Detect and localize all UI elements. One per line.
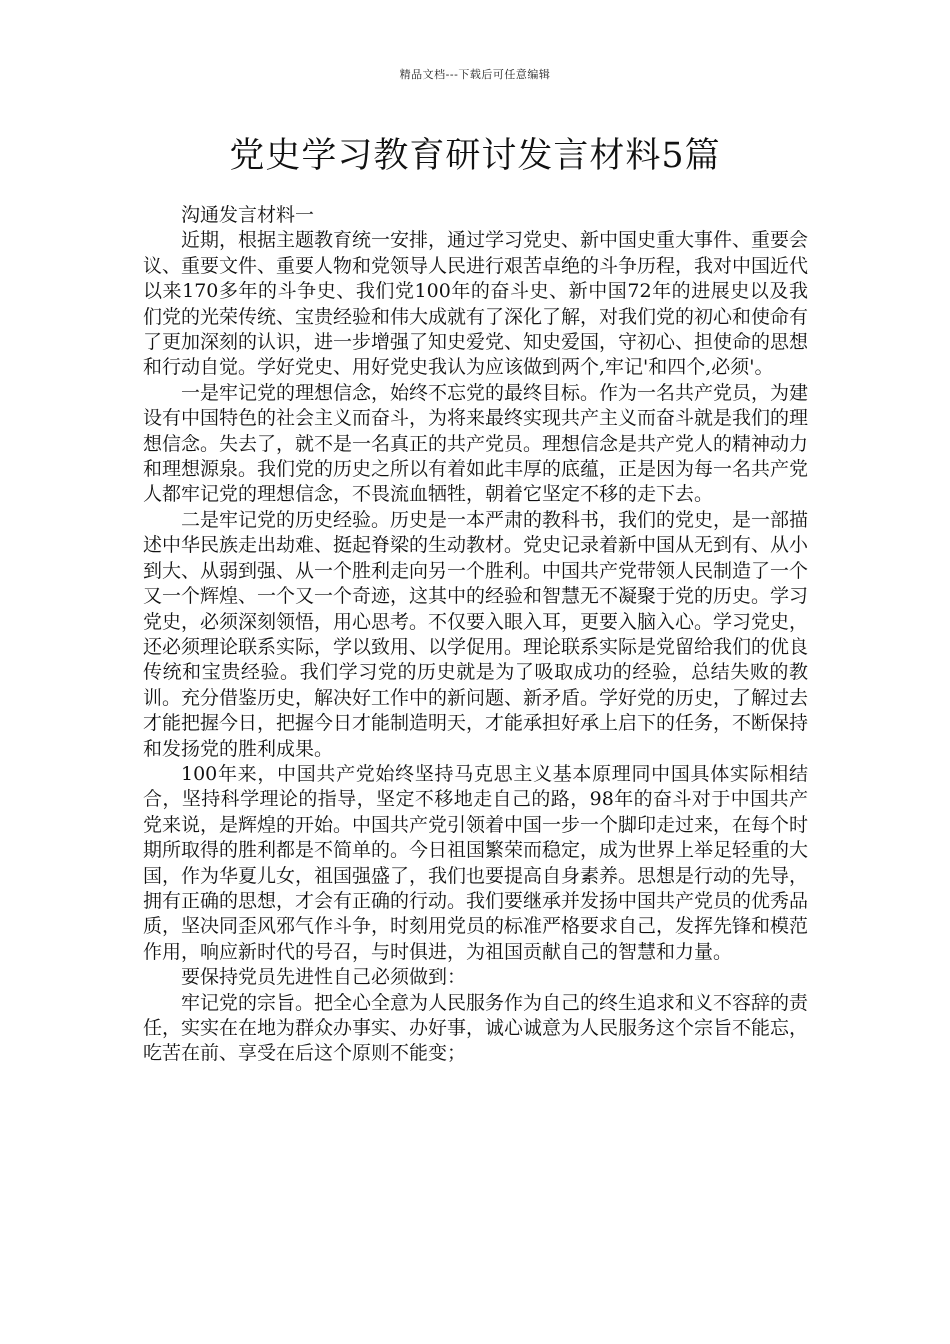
paragraph-purpose: 牢记党的宗旨。把全心全意为人民服务作为自己的终生追求和义不容辞的责任，实实在在地为群众办事实、办好事，诚心诚意为人民服务这个宗旨不能忘，吃苦在前、享受在后这个原则不能变； bbox=[143, 991, 809, 1065]
section-heading: 沟通发言材料一 bbox=[181, 204, 315, 226]
paragraph-point-one: 一是牢记党的理想信念，始终不忘党的最终目标。作为一名共产党员，为建设有中国特色的社会主义而奋斗，为将来最终实现共产主义而奋斗就是我们的理想信念。失去了，就不是一名真正的共产党员。理想信念是共产党人的精神动力和理想源泉。我们党的历史之所以有着如此丰厚的底蕴，正是因为每一名共产党人都牢记党的理想信念，不畏流血牺牲，朝着它坚定不移的走下去。 bbox=[143, 381, 809, 506]
document-body bbox=[143, 203, 808, 1067]
paragraph-intro: 近期，根据主题教育统一安排，通过学习党史、新中国史重大事件、重要会议、重要文件、重要人物和党领导人民进行艰苦卓绝的斗争历程，我对中国近代以来170多年的斗争史、我们党100年的奋斗史、新中国72年的进展史以及我们党的光荣传统、宝贵经验和伟大成就有了深化了解，对我们党的初心和使命有了更加深刻的认识，进一步增强了知史爱党、知史爱国，守初心、担使命的思想和行动自觉。学好党史、用好党史我认为应该做到两个,牢记'和四个,必须'。 bbox=[143, 229, 809, 379]
document-title: 党史学习教育研讨发言材料5篇 bbox=[229, 136, 721, 176]
page-header-watermark: 精品文档---下载后可任意编辑 bbox=[399, 68, 551, 81]
paragraph-requirements-lead: 要保持党员先进性自己必须做到： bbox=[181, 966, 467, 989]
paragraph-hundred-years: 100年来，中国共产党始终坚持马克思主义基本原理同中国具体实际相结合，坚持科学理论的指导，坚定不移地走自己的路，98年的奋斗对于中国共产党来说，是辉煌的开始。中国共产党引领着中国一步一个脚印走过来，在每个时期所取得的胜利都是不简单的。今日祖国繁荣而稳定，成为世界上举足轻重的大国，作为华夏儿女，祖国强盛了，我们也要提高自身素养。思想是行动的先导，拥有正确的思想，才会有正确的行动。我们要继承并发扬中国共产党员的优秀品质，坚决同歪风邪气作斗争，时刻用党员的标准严格要求自己，发挥先锋和模范作用，响应新时代的号召，与时俱进，为祖国贡献自己的智慧和力量。 bbox=[143, 762, 809, 963]
paragraph-point-two: 二是牢记党的历史经验。历史是一本严肃的教科书，我们的党史，是一部描述中华民族走出劫难、挺起脊梁的生动教材。党史记录着新中国从无到有、从小到大、从弱到强、从一个胜利走向另一个胜利。中国共产党带领人民制造了一个又一个辉煌、一个又一个奇迹，这其中的经验和智慧无不凝聚于党的历史。学习党史，必须深刻领悟，用心思考。不仅要入眼入耳，更要入脑入心。学习党史，还必须理论联系实际，学以致用、以学促用。理论联系实际是党留给我们的优良传统和宝贵经验。我们学习党的历史就是为了吸取成功的经验，总结失败的教训。充分借鉴历史，解决好工作中的新问题、新矛盾。学好党的历史，了解过去才能把握今日，把握今日才能制造明天，才能承担好承上启下的任务，不断保持和发扬党的胜利成果。 bbox=[143, 508, 809, 760]
